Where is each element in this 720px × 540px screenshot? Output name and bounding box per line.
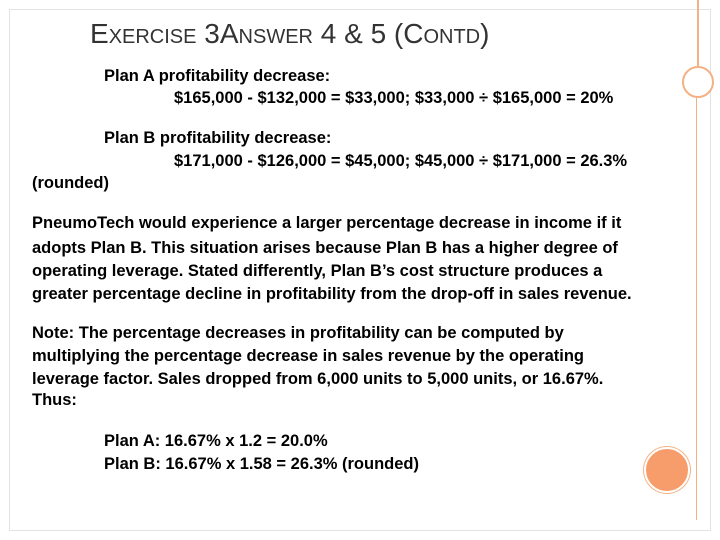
note-line: Thus: [32, 391, 77, 409]
decorative-circle-outline [682, 66, 714, 98]
plan-a-calc: $165,000 - $132,000 = $33,000; $33,000 ÷ $165,000 = 20% [174, 89, 614, 107]
paragraph-line: adopts Plan B. This situation arises because Plan B has a higher degree of [32, 239, 618, 257]
slide-title: EXERCISE 3ANSWER 4 & 5 (CONTD) [90, 18, 490, 49]
plan-a-heading: Plan A profitability decrease: [104, 67, 331, 85]
plan-b-heading: Plan B profitability decrease: [104, 129, 332, 147]
paragraph-line: PneumoTech would experience a larger percentage decrease in income if it [32, 214, 622, 232]
result-plan-a: Plan A: 16.67% x 1.2 = 20.0% [104, 432, 328, 450]
result-plan-b: Plan B: 16.67% x 1.58 = 26.3% (rounded) [104, 455, 419, 473]
paragraph-line: greater percentage decline in profitability from the drop-off in sales revenue. [32, 285, 632, 303]
note-line: Note: The percentage decreases in profitability can be computed by [32, 324, 564, 342]
decorative-circle-filled [644, 447, 690, 493]
plan-b-calc: $171,000 - $126,000 = $45,000; $45,000 ÷ $171,000 = 26.3% [174, 152, 628, 170]
accent-line-right [696, 70, 697, 520]
note-line: multiplying the percentage decrease in sales revenue by the operating [32, 347, 585, 365]
note-line: leverage factor. Sales dropped from 6,000 units to 5,000 units, or 16.67%. [32, 370, 604, 388]
plan-b-rounded: (rounded) [32, 174, 109, 192]
paragraph-line: operating leverage. Stated differently, Plan B’s cost structure produces a [32, 262, 603, 280]
accent-line-top [697, 0, 699, 70]
